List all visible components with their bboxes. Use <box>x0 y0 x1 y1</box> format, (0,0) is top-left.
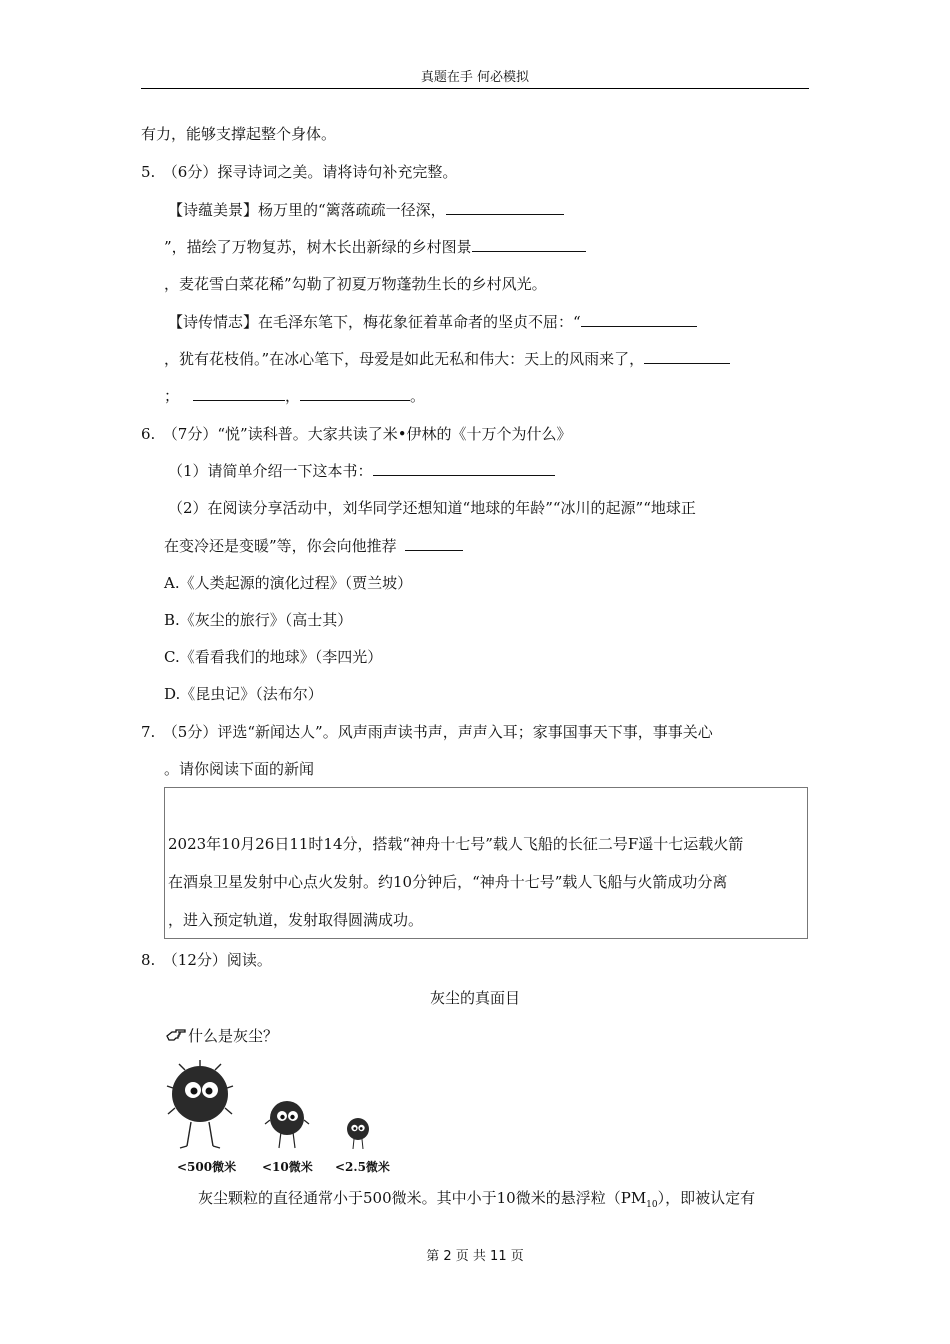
text-line: 【诗蕴美景】杨万里的“篱落疏疏一径深， <box>168 200 564 220</box>
text-line: ； ， 。 <box>164 387 426 405</box>
text-line: ”，描绘了万物复苏，树木长出新绿的乡村图景 <box>164 237 586 257</box>
text-line: 在变冷还是变暖”等，你会向他推荐 <box>164 536 463 556</box>
news-text: 2023年10月26日11时14分，搭载“神舟十七号”载人飞船的长征二号F遥十七运载火箭 <box>168 835 744 853</box>
hand-pointer-icon <box>166 1027 188 1048</box>
page-header: 真题在手 何必模拟 <box>420 70 530 85</box>
dust-particle-medium-image <box>264 1098 310 1150</box>
size-caption: <2.5微米 <box>335 1160 390 1174</box>
question-7: 7. （5分）评选“新闻达人”。风声雨声读书声，声声入耳；家事国事天下事，事事关心 <box>141 723 713 741</box>
size-caption: <500微米 <box>177 1160 237 1174</box>
subheading: 什么是灰尘？ <box>166 1026 278 1048</box>
text-line: 【诗传情志】在毛泽东笔下，梅花象征着革命者的坚贞不屈：“ <box>168 312 697 332</box>
news-text: ，进入预定轨道，发射取得圆满成功。 <box>168 911 424 929</box>
answer-blank[interactable] <box>446 200 564 215</box>
article-title: 灰尘的真面目 <box>429 989 520 1007</box>
body-text: 灰尘颗粒的直径通常小于500微米。其中小于10微米的悬浮粒$(PM_{10})$，即被认定有 <box>198 1189 756 1210</box>
page-footer: 第 2 页 共 11 页 <box>426 1249 524 1264</box>
question-6: 6. （7分）“悦”读科普。大家共读了米•伊林的《十万个为什么》 <box>141 425 572 443</box>
option-c: C.《看看我们的地球》（李四光） <box>164 648 383 666</box>
answer-blank[interactable] <box>472 237 586 252</box>
text-line: ，犹有花枝俏。”在冰心笔下，母爱是如此无私和伟大：天上的风雨来了， <box>164 349 730 369</box>
question-5: 5. （6分）探寻诗词之美。请将诗句补充完整。 <box>141 163 458 181</box>
answer-blank[interactable] <box>581 312 697 327</box>
text-line: （2）在阅读分享活动中，刘华同学还想知道“地球的年龄”“冰川的起源”“地球正 <box>168 499 696 517</box>
text-line: 。请你阅读下面的新闻 <box>164 760 315 778</box>
text-line: （1）请简单介绍一下这本书： <box>168 461 555 481</box>
option-b: B.《灰尘的旅行》（高士其） <box>164 611 353 629</box>
header-divider <box>141 88 809 89</box>
dust-particle-large-image <box>165 1058 235 1150</box>
text-line: ，麦花雪白菜花稀”勾勒了初夏万物蓬勃生长的乡村风光。 <box>164 275 547 293</box>
size-caption: <10微米 <box>262 1160 313 1174</box>
dust-particle-small-image <box>341 1115 375 1151</box>
answer-blank[interactable] <box>193 386 285 401</box>
news-text: 在酒泉卫星发射中心点火发射。约10分钟后，“神舟十七号”载人飞船与火箭成功分离 <box>168 873 728 891</box>
answer-blank[interactable] <box>405 536 463 551</box>
answer-blank[interactable] <box>300 386 410 401</box>
option-d: D.《昆虫记》（法布尔） <box>164 685 323 703</box>
answer-blank[interactable] <box>644 349 730 364</box>
option-a: A.《人类起源的演化过程》（贾兰坡） <box>164 574 413 592</box>
text-line: 有力，能够支撑起整个身体。 <box>141 125 337 143</box>
answer-blank[interactable] <box>373 461 555 476</box>
question-8: 8. （12分）阅读。 <box>141 951 272 969</box>
